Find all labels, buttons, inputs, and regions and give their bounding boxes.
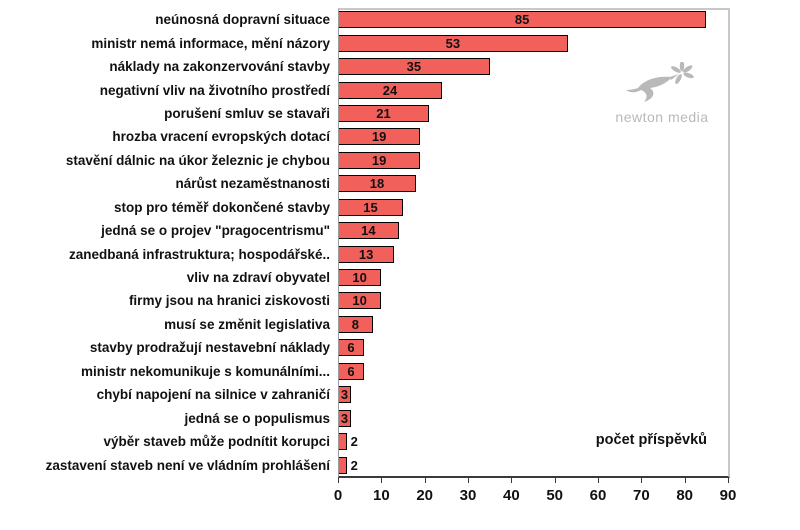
chart-row [0,383,800,406]
x-axis [333,478,737,512]
value-label: 18 [369,176,385,192]
chart-row [0,453,800,476]
bar [338,152,420,169]
category-label: jedná se o projev "pragocentrismu" [101,223,330,239]
x-axis-tick-label: 10 [372,487,390,504]
bar-track [338,269,728,286]
x-axis-tick-label: 70 [632,487,650,504]
x-axis-tick-label: 50 [546,487,563,504]
value-label: 3 [340,387,349,403]
x-axis-tick [641,478,642,483]
value-label: 21 [376,105,391,121]
bar-track [338,363,728,380]
value-label: 14 [361,223,376,239]
category-label: nárůst nezaměstnanosti [175,176,330,192]
x-axis-tick [338,478,339,483]
category-label: chybí napojení na silnice v zahraničí [96,387,330,403]
value-label: 6 [347,340,355,356]
category-label: vliv na zdraví obyvatel [186,270,330,286]
value-label: 35 [406,59,422,75]
category-label: náklady na zakonzervování stavby [109,59,330,75]
bar-track [338,199,728,216]
bar-track [338,457,728,474]
x-axis-tick-label: 90 [719,487,737,504]
bar [338,363,364,380]
bar-track [338,222,728,239]
bar [338,58,490,75]
x-axis-tick [468,478,469,483]
x-axis-tick-label: 40 [502,487,520,504]
chart-row [0,31,800,54]
category-label: jedná se o populismus [184,410,330,426]
category-label: stavění dálnic na úkor železnic je chybou [65,152,330,168]
category-label: firmy jsou na hranici ziskovosti [128,293,330,309]
category-label: zastavení staveb není ve vládním prohlášení [45,457,330,473]
x-axis-tick [381,478,382,483]
x-axis-tick-label: 30 [459,487,477,504]
category-label: stavby prodražují nestavební náklady [89,340,330,356]
bar [338,410,351,427]
bar-track [338,316,728,333]
category-label: stop pro téměř dokončené stavby [113,199,330,215]
value-label: 53 [445,35,461,51]
bar [338,339,364,356]
bar [338,175,416,192]
bar-track [338,35,728,52]
bar-track [338,128,728,145]
bar-track [338,11,728,28]
bar [338,105,429,122]
value-label: 10 [352,270,367,286]
value-label: 24 [382,82,398,98]
bar [338,433,347,450]
category-label: negativní vliv na životního prostředí [99,82,330,98]
x-axis-tick-label: 60 [589,487,607,504]
category-label: neúnosná dopravní situace [155,12,330,28]
bar [338,386,351,403]
chart-row [0,313,800,336]
bar [338,128,420,145]
x-axis-tick [511,478,512,483]
x-axis-tick-label: 20 [416,487,433,504]
bar [338,35,568,52]
value-label: 3 [340,410,349,426]
value-label: 8 [351,316,359,332]
bar-track [338,246,728,263]
newton-media-watermark [607,62,717,125]
bar-track [338,292,728,309]
category-label: ministr nemá informace, mění názory [91,35,330,51]
value-label: 19 [371,152,387,168]
bar-track [338,410,728,427]
x-axis-tick-label: 80 [676,487,693,504]
value-label: 19 [371,129,387,145]
category-label: výběr staveb může podnítit korupci [103,434,330,450]
bar [338,11,706,28]
chart-row [0,360,800,383]
x-axis-tick [685,478,686,483]
category-label: zanedbaná infrastruktura; hospodářské.. [68,246,330,262]
category-label: hrozba vracení evropských dotací [112,129,330,145]
bar-track [338,339,728,356]
value-label: 13 [358,246,374,262]
chart-row [0,8,800,31]
value-label: 6 [347,363,355,379]
bar-track [338,152,728,169]
category-label: musí se změnit legislativa [164,316,330,332]
chart-row [0,336,800,359]
x-axis-tick [555,478,556,483]
newton-media-text: newton media [615,109,709,125]
bar [338,457,347,474]
bar [338,316,373,333]
value-label: 15 [363,199,378,215]
chart-row [0,196,800,219]
bar-track [338,175,728,192]
bar-track [338,386,728,403]
value-label: 85 [514,12,530,28]
x-axis-label: počet příspěvků [595,432,707,448]
hummingbird-logo-icon [616,93,708,110]
value-label: 2 [350,434,358,450]
value-label: 10 [352,293,367,309]
chart-row [0,219,800,242]
x-axis-tick-label: 0 [333,487,343,504]
value-label: 2 [350,457,358,473]
bar [338,199,403,216]
chart-row [0,406,800,429]
x-axis-tick [598,478,599,483]
chart-row [0,149,800,172]
chart-row [0,125,800,148]
x-axis-tick [728,478,729,483]
bar [338,269,381,286]
bar [338,82,442,99]
chart-row [0,242,800,265]
x-axis-tick [425,478,426,483]
bar [338,222,399,239]
category-label: porušení smluv se stavaři [164,105,330,121]
chart-row [0,172,800,195]
bar [338,292,381,309]
bar [338,246,394,263]
chart-row [0,289,800,312]
category-label: ministr nekomunikuje s komunálními... [80,363,330,379]
chart-row [0,266,800,289]
